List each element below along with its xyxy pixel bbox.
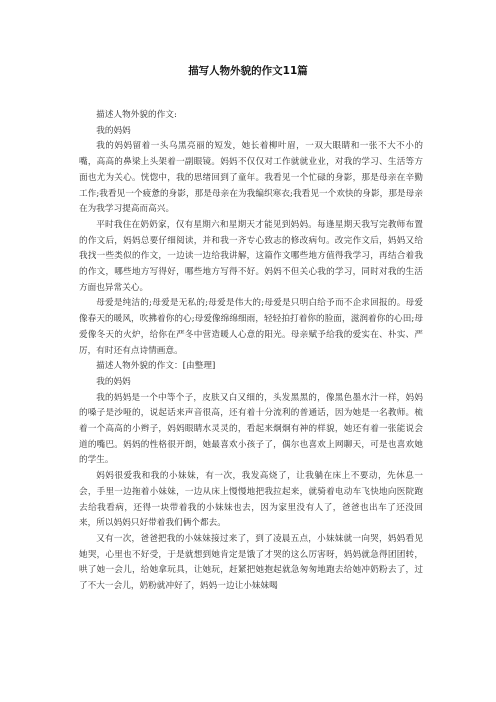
paragraph: 我的妈妈留着一头乌黑亮丽的短发，她长着柳叶眉，一双大眼睛和一张不大不小的嘴，高高的鼻梁上头架着一副眼镜。妈妈不仅仅对工作就就业业，对我的学习、生活等方面也尤为关心。恍惚中，我的思绪回到了童年。我看见一个忙碌的身影，那是母亲在辛勤工作;我看见一个疲惫的身影，那是母亲在为我编织寒衣;我看见一个欢快的身影，那是母亲在为我学习提高而高兴。 (79, 141, 423, 215)
paragraph: 妈妈很爱我和我的小妹妹，有一次，我发高烧了，让我躺在床上不要动，先休息一会，手里一边拖着小妹妹，一边从床上慢慢地把我拉起来，就骑着电动车飞快地向医院跑去给我看病，还得一块带着我的小妹妹也去，因为家里没有人了，爸爸也出车了还没回来，所以妈妈只好带着我们俩个都去。 (79, 471, 423, 529)
paragraph: 我的妈妈 (96, 125, 131, 136)
paragraph: 我的妈妈 (96, 376, 131, 387)
paragraph: 又有一次，爸爸把我的小妹妹接过来了，到了凌晨五点，小妹妹就一向哭，妈妈看见她哭，心里也不好受，于是就想到她肯定是饿了才哭的这么厉害呀，妈妈就急得团团转，哄了她一会儿，给她拿玩具，让她玩，赶紧把她抱起就急匆匆地跑去给她冲奶粉去了，过了不大一会儿，奶粉就冲好了，妈妈一边让小妹妹喝 (79, 533, 423, 592)
paragraph: 我的妈妈是一个中等个子，皮肤又白又细的，头发黑黑的，像黑色墨水汁一样，妈妈的嗓子是沙哑的，说起话来声音很高，还有着十分流利的普通话，因为她是一名教师。梳着一个高高的小辫子，妈妈眼睛水灵灵的，看起来炯炯有神的样貌，她还有着一张能说会道的嘴巴。妈妈的性格很开朗，她最喜欢小孩子了，偶尔也喜欢上网聊天，可是也喜欢她的学生。 (79, 392, 423, 466)
paragraph: 描述人物外貌的作文：[由整理] (96, 361, 216, 372)
document-title: 描写人物外貌的作文11篇 (188, 65, 308, 77)
paragraph: 描述人物外貌的作文: (96, 110, 177, 120)
paragraph: 平时我住在奶奶家，仅有星期六和星期天才能见到妈妈。每逢星期天我写完教师布置的作文后，妈妈总要仔细阅读，并和我一齐专心致志的修改病句。改完作文后，妈妈又给我找一些类似的作文，一边读一边给我讲解，这篇作文哪些地方值得我学习，再结合着我的作文，哪些地方写得好，哪些地方写得不好。妈妈不但关心我的学习，同时对我的生活方面也异常关心。 (79, 219, 423, 293)
document-body (79, 108, 423, 595)
paragraph: 母爱是纯洁的;母爱是无私的;母爱是伟大的;母爱是只明白给予而不企求回报的。母爱像春天的暖风，吹拂着你的心;母爱像绵绵细雨，轻轻拍打着你的脸面，滋润着你的心田;母爱像冬天的火炉，给你在严冬中营造暖人心意的阳光。母亲赋予给我的爱实在、朴实、严厉，有时还有点诗情画意。 (79, 298, 423, 356)
